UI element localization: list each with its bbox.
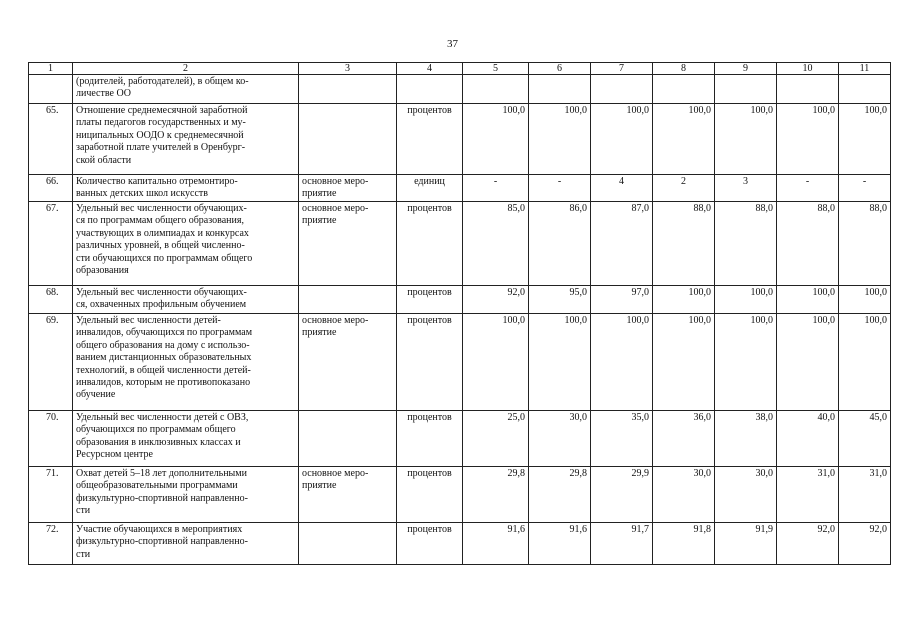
row-number: 69. xyxy=(46,315,59,326)
table-row xyxy=(29,286,891,314)
header-cell: 7 xyxy=(591,63,653,75)
event-cell xyxy=(299,75,397,104)
indicator-description: (родителей, работодателей), в общем ко- личестве ОО xyxy=(73,75,299,104)
row-number: 71. xyxy=(46,468,59,479)
indicator-description: Отношение среднемесячной заработной платы педагогов государственных и му- ниципальных ООДО к среднемесячной заработной плате учителей в Оренбург- ской области xyxy=(73,104,299,175)
indicators-table xyxy=(28,62,891,565)
value-cell: 88,0 xyxy=(839,202,891,286)
value-cell: 91,6 xyxy=(529,523,591,565)
value-cell: 88,0 xyxy=(777,202,839,286)
value-cell xyxy=(839,75,891,104)
row-number: 66. xyxy=(46,176,59,187)
table-row xyxy=(29,411,891,467)
value-cell: 92,0 xyxy=(463,286,529,314)
value-cell: 100,0 xyxy=(591,104,653,175)
indicator-description: Удельный вес численности детей с ОВЗ, обучающихся по программам общего образования в инклюзивных классах и Ресурсном центре xyxy=(73,411,299,467)
indicator-description: Количество капитально отремонтиро- ванных детских школ искусств xyxy=(73,175,299,202)
header-row xyxy=(29,63,891,75)
row-number-cell xyxy=(29,411,73,467)
value-cell: 100,0 xyxy=(715,286,777,314)
value-cell: 91,9 xyxy=(715,523,777,565)
value-cell: 25,0 xyxy=(463,411,529,467)
event-cell: основное меро- приятие xyxy=(299,314,397,411)
value-cell: 100,0 xyxy=(715,314,777,411)
header-cell: 10 xyxy=(777,63,839,75)
unit-cell: процентов xyxy=(397,467,463,523)
value-cell: 31,0 xyxy=(777,467,839,523)
indicator-description: Охват детей 5–18 лет дополнительными общеобразовательными программами физкультурно-спортивной направленно- сти xyxy=(73,467,299,523)
header-cell: 3 xyxy=(299,63,397,75)
row-number-cell xyxy=(29,75,73,104)
value-cell: 100,0 xyxy=(529,314,591,411)
value-cell xyxy=(463,75,529,104)
value-cell: 3 xyxy=(715,175,777,202)
value-cell: 29,8 xyxy=(463,467,529,523)
row-number-cell xyxy=(29,175,73,202)
value-cell: 100,0 xyxy=(529,104,591,175)
value-cell: - xyxy=(529,175,591,202)
unit-cell: процентов xyxy=(397,104,463,175)
value-cell: 100,0 xyxy=(591,314,653,411)
event-cell xyxy=(299,523,397,565)
header-cell: 2 xyxy=(73,63,299,75)
row-number: 70. xyxy=(46,412,59,423)
row-number-cell xyxy=(29,523,73,565)
table-row xyxy=(29,314,891,411)
event-cell: основное меро- приятие xyxy=(299,467,397,523)
value-cell: - xyxy=(777,175,839,202)
value-cell: 100,0 xyxy=(839,104,891,175)
value-cell: 88,0 xyxy=(715,202,777,286)
value-cell: 30,0 xyxy=(653,467,715,523)
table-row xyxy=(29,104,891,175)
row-number-cell xyxy=(29,104,73,175)
header-cell: 4 xyxy=(397,63,463,75)
unit-cell: процентов xyxy=(397,202,463,286)
row-number: 72. xyxy=(46,524,59,535)
value-cell xyxy=(715,75,777,104)
header-cell: 6 xyxy=(529,63,591,75)
value-cell: 36,0 xyxy=(653,411,715,467)
value-cell: 86,0 xyxy=(529,202,591,286)
value-cell: 4 xyxy=(591,175,653,202)
unit-cell xyxy=(397,75,463,104)
table-row xyxy=(29,175,891,202)
unit-cell: процентов xyxy=(397,523,463,565)
value-cell: 100,0 xyxy=(653,104,715,175)
table-row xyxy=(29,467,891,523)
table-body xyxy=(29,63,891,565)
value-cell: 100,0 xyxy=(463,314,529,411)
value-cell: 100,0 xyxy=(777,104,839,175)
value-cell: 40,0 xyxy=(777,411,839,467)
header-cell: 9 xyxy=(715,63,777,75)
event-cell xyxy=(299,411,397,467)
event-cell: основное меро- приятие xyxy=(299,202,397,286)
page-number: 37 xyxy=(447,38,458,50)
row-number: 68. xyxy=(46,287,59,298)
header-cell: 11 xyxy=(839,63,891,75)
event-cell xyxy=(299,286,397,314)
value-cell xyxy=(529,75,591,104)
value-cell: 91,8 xyxy=(653,523,715,565)
table-row xyxy=(29,523,891,565)
row-number-cell xyxy=(29,286,73,314)
event-cell: основное меро- приятие xyxy=(299,175,397,202)
indicator-description: Удельный вес численности обучающих- ся, охваченных профильным обучением xyxy=(73,286,299,314)
value-cell: 100,0 xyxy=(777,314,839,411)
row-number: 65. xyxy=(46,105,59,116)
unit-cell: процентов xyxy=(397,286,463,314)
unit-cell: единиц xyxy=(397,175,463,202)
value-cell xyxy=(591,75,653,104)
unit-cell: процентов xyxy=(397,411,463,467)
row-number-cell xyxy=(29,467,73,523)
value-cell: 35,0 xyxy=(591,411,653,467)
value-cell: 88,0 xyxy=(653,202,715,286)
value-cell: 2 xyxy=(653,175,715,202)
value-cell: 95,0 xyxy=(529,286,591,314)
value-cell: - xyxy=(839,175,891,202)
value-cell xyxy=(777,75,839,104)
value-cell: 30,0 xyxy=(529,411,591,467)
value-cell: 29,8 xyxy=(529,467,591,523)
value-cell: 38,0 xyxy=(715,411,777,467)
value-cell: 100,0 xyxy=(839,286,891,314)
value-cell: 92,0 xyxy=(777,523,839,565)
indicator-description: Участие обучающихся в мероприятиях физкультурно-спортивной направленно- сти xyxy=(73,523,299,565)
table-row xyxy=(29,75,891,104)
value-cell: 100,0 xyxy=(715,104,777,175)
value-cell: 100,0 xyxy=(463,104,529,175)
value-cell: 29,9 xyxy=(591,467,653,523)
value-cell: - xyxy=(463,175,529,202)
header-cell: 5 xyxy=(463,63,529,75)
indicator-description: Удельный вес численности детей- инвалидов, обучающихся по программам общего образования на дому с использо- ванием дистанционных образовательных технологий, в общей численности детей- инвалидов, которым не противопоказано обучение xyxy=(73,314,299,411)
value-cell: 31,0 xyxy=(839,467,891,523)
value-cell: 91,6 xyxy=(463,523,529,565)
row-number: 67. xyxy=(46,203,59,214)
value-cell: 100,0 xyxy=(839,314,891,411)
value-cell: 87,0 xyxy=(591,202,653,286)
value-cell: 30,0 xyxy=(715,467,777,523)
event-cell xyxy=(299,104,397,175)
value-cell: 85,0 xyxy=(463,202,529,286)
value-cell: 100,0 xyxy=(653,314,715,411)
row-number-cell xyxy=(29,202,73,286)
unit-cell: процентов xyxy=(397,314,463,411)
indicator-description: Удельный вес численности обучающих- ся по программам общего образования, участвующих в олимпиадах и конкурсах различных уровней, в общей численно- сти обучающихся по программам общего образования xyxy=(73,202,299,286)
value-cell: 97,0 xyxy=(591,286,653,314)
table-row xyxy=(29,202,891,286)
value-cell xyxy=(653,75,715,104)
row-number-cell xyxy=(29,314,73,411)
header-cell: 1 xyxy=(29,63,73,75)
value-cell: 100,0 xyxy=(777,286,839,314)
value-cell: 92,0 xyxy=(839,523,891,565)
value-cell: 45,0 xyxy=(839,411,891,467)
header-cell: 8 xyxy=(653,63,715,75)
value-cell: 91,7 xyxy=(591,523,653,565)
value-cell: 100,0 xyxy=(653,286,715,314)
